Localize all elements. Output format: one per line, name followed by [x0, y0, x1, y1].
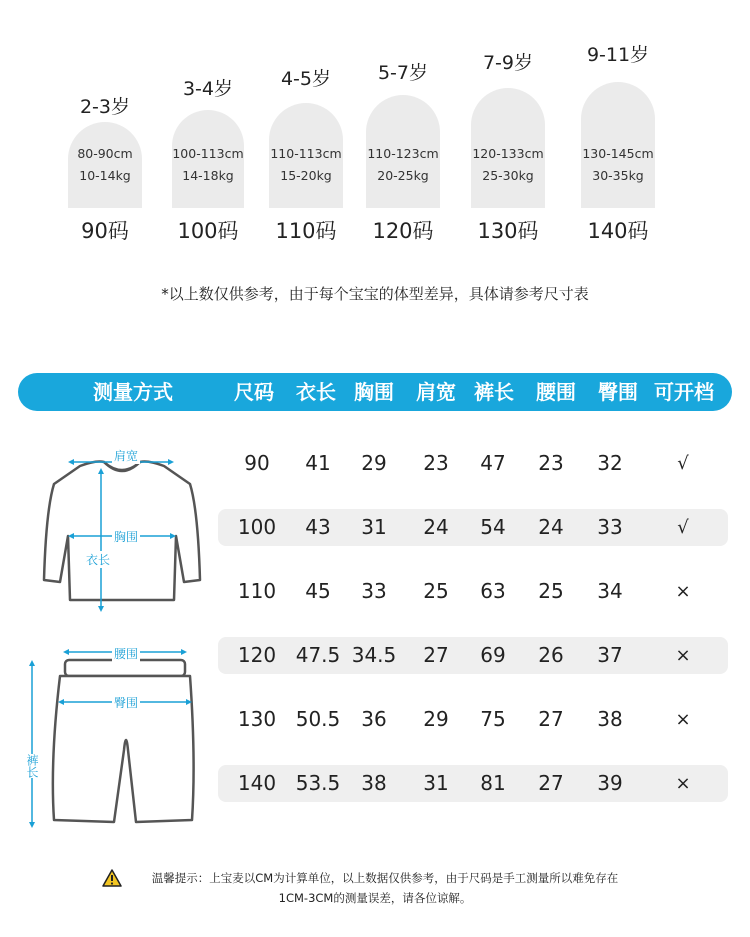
table-cell: 36: [361, 707, 387, 731]
chest-label: 胸围: [114, 530, 139, 544]
table-cell: 47: [480, 451, 506, 475]
header-cell: 尺码: [234, 380, 274, 404]
table-cell: 26: [538, 643, 564, 667]
open-crotch-mark: √: [677, 453, 689, 474]
age-label: 2-3岁: [79, 96, 131, 118]
table-cell: 100: [237, 515, 277, 539]
table-cell: 33: [597, 515, 623, 539]
age-label: 9-11岁: [586, 44, 650, 66]
header-cell: 臀围: [598, 380, 638, 404]
table-cell: 31: [361, 515, 387, 539]
table-cell: 130: [237, 707, 277, 731]
table-cell: 29: [423, 707, 449, 731]
pants-diagram: [10, 640, 220, 840]
open-crotch-mark: ×: [675, 581, 691, 602]
size-code: 110码: [275, 219, 337, 243]
table-header: [18, 373, 732, 411]
size-note: *以上数仅供参考，由于每个宝宝的体型差异，具体请参考尺寸表: [161, 285, 589, 303]
open-crotch-mark: √: [677, 517, 689, 538]
table-cell: 32: [597, 451, 623, 475]
weight-range: 10-14kg: [79, 168, 131, 183]
height-range: 80-90cm: [77, 146, 133, 161]
table-cell: 140: [237, 771, 277, 795]
size-code: 140码: [587, 219, 649, 243]
size-code: 120码: [372, 219, 434, 243]
table-cell: 34.5: [351, 643, 397, 667]
table-cell: 75: [480, 707, 506, 731]
weight-range: 15-20kg: [280, 168, 332, 183]
table-cell: 24: [538, 515, 564, 539]
table-cell: 27: [423, 643, 449, 667]
open-crotch-mark: ×: [675, 709, 691, 730]
header-cell: 腰围: [536, 380, 576, 404]
table-cell: 110: [237, 579, 277, 603]
table-cell: 45: [305, 579, 331, 603]
height-range: 100-113cm: [172, 146, 244, 161]
table-cell: 27: [538, 707, 564, 731]
table-cell: 47.5: [295, 643, 341, 667]
pants-length-label: 裤长: [25, 754, 39, 778]
header-cell: 肩宽: [416, 380, 456, 404]
weight-range: 14-18kg: [182, 168, 234, 183]
table-cell: 29: [361, 451, 387, 475]
height-range: 110-123cm: [367, 146, 439, 161]
table-cell: 69: [480, 643, 506, 667]
waist-label: 腰围: [114, 647, 139, 661]
header-cell: 可开档: [654, 380, 714, 404]
shoulder-label: 肩宽: [114, 449, 139, 463]
height-range: 110-113cm: [270, 146, 342, 161]
table-cell: 81: [480, 771, 506, 795]
table-cell: 90: [244, 451, 270, 475]
hip-label: 臀围: [114, 696, 139, 710]
table-cell: 25: [538, 579, 564, 603]
table-cell: 120: [237, 643, 277, 667]
warning-line1: 温馨提示：上宝麦以CM为计算单位，以上数据仅供参考，由于尺码是手工测量所以难免存在: [151, 871, 619, 885]
table-cell: 63: [480, 579, 506, 603]
table-cell: 23: [423, 451, 449, 475]
table-cell: 33: [361, 579, 387, 603]
age-label: 3-4岁: [182, 78, 234, 100]
age-label: 5-7岁: [377, 62, 429, 84]
table-cell: 38: [597, 707, 623, 731]
shirt-length-label: 衣长: [86, 553, 111, 567]
header-cell: 胸围: [354, 380, 394, 404]
size-code: 90码: [81, 219, 129, 243]
size-code: 100码: [177, 219, 239, 243]
header-cell: 裤长: [474, 380, 514, 404]
table-cell: 27: [538, 771, 564, 795]
header-cell: 测量方式: [93, 380, 173, 404]
age-label: 4-5岁: [280, 68, 332, 90]
weight-range: 25-30kg: [482, 168, 534, 183]
table-cell: 38: [361, 771, 387, 795]
height-range: 120-133cm: [472, 146, 544, 161]
open-crotch-mark: ×: [675, 645, 691, 666]
height-range: 130-145cm: [582, 146, 654, 161]
weight-range: 30-35kg: [592, 168, 644, 183]
open-crotch-mark: ×: [675, 773, 691, 794]
table-cell: 50.5: [295, 707, 341, 731]
table-cell: 43: [305, 515, 331, 539]
table-cell: 31: [423, 771, 449, 795]
table-cell: 34: [597, 579, 623, 603]
warning-line2: 1CM-3CM的测量误差，请各位谅解。: [278, 891, 472, 905]
table-cell: 54: [480, 515, 506, 539]
table-cell: 24: [423, 515, 449, 539]
table-cell: 41: [305, 451, 331, 475]
age-label: 7-9岁: [482, 52, 534, 74]
table-cell: 53.5: [295, 771, 341, 795]
table-cell: 37: [597, 643, 623, 667]
table-cell: 25: [423, 579, 449, 603]
table-cell: 23: [538, 451, 564, 475]
size-code: 130码: [477, 219, 539, 243]
weight-range: 20-25kg: [377, 168, 429, 183]
table-cell: 39: [597, 771, 623, 795]
header-cell: 衣长: [296, 380, 336, 404]
